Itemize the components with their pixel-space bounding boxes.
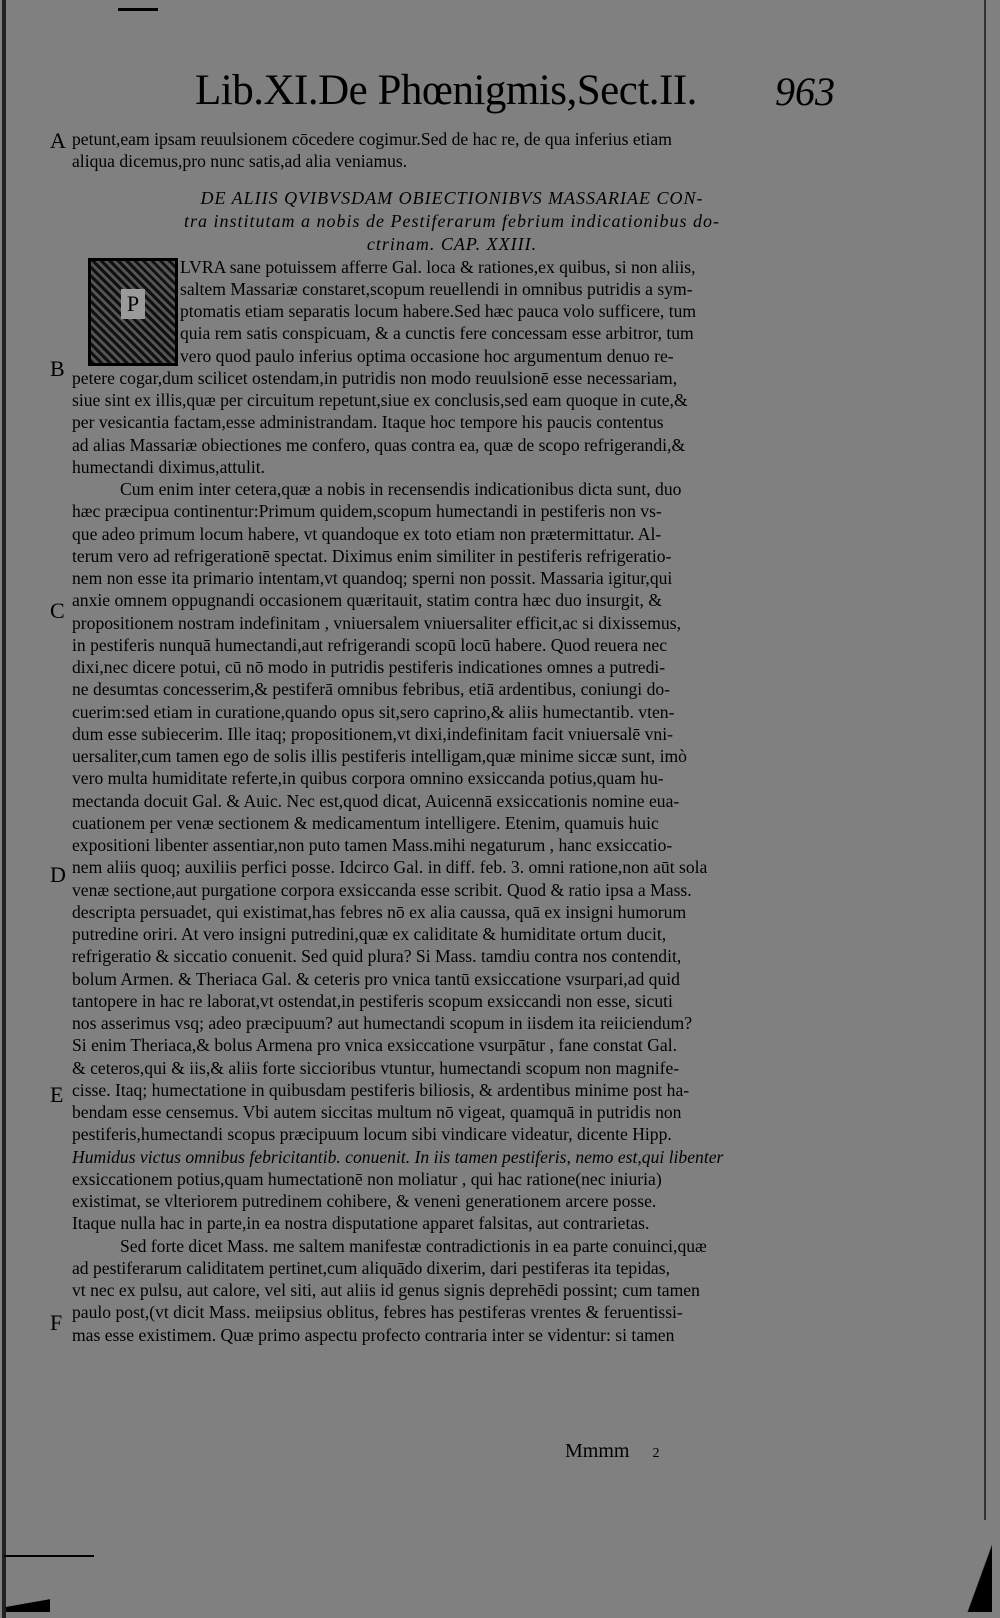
- margin-letter-c: C: [50, 598, 65, 623]
- text-line: paulo post,(vt dicit Mass. meiipsius oblitus, febres has pestiferas vrentes & feruentissi-: [72, 1302, 683, 1323]
- page-edge-left: [2, 0, 6, 1618]
- margin-letter-e: E: [50, 1082, 64, 1107]
- text-line: venæ sectione,aut purgatione corpora exsiccanda esse scribit. Quod & ratio ipsa a Mass.: [72, 879, 692, 900]
- text-line: Sed forte dicet Mass. me saltem manifestæ contradictionis in ea parte conuinci,quæ: [120, 1235, 707, 1256]
- text-line: existimat, se vlteriorem putredinem cohibere, & veneni generationem arcere posse.: [72, 1191, 657, 1211]
- chapter-title-line: DE ALIIS QVIBVSDAM OBIECTIONIBVS MASSARIAE CON-: [200, 187, 704, 208]
- signature-mark: 2: [652, 1446, 660, 1461]
- initial-letter: P: [121, 289, 145, 319]
- text-line: hæc præcipua continentur:Primum quidem,scopum humectandi in pestiferis non vs-: [72, 501, 662, 522]
- text-line: propositionem nostram indefinitam , vniuersalem vniuersaliter efficit,ac si dixissemus,: [72, 612, 681, 633]
- text-line: Humidus victus omnibus febricitantib. conuenit. In iis tamen pestiferis, nemo est,qui libenter: [72, 1146, 724, 1167]
- text-line: nem aliis quoq; auxiliis perfici posse. Idcirco Gal. in diff. feb. 3. omni ratione,non aūt sola: [72, 857, 708, 878]
- text-line: pestiferis,humectandi scopus præcipuum locum sibi vindicare videatur, dicente Hipp.: [72, 1124, 672, 1145]
- text-line: bendam esse censemus. Vbi autem siccitas multum nō vigeat, quamquā in putridis non: [72, 1102, 682, 1122]
- page-corner-shadow: [6, 1598, 50, 1612]
- text-line: mectanda docuit Gal. & Auic. Nec est,quod dicat, Auicennā exsiccationis nomine eua-: [72, 790, 680, 811]
- text-line: Si enim Theriaca,& bolus Armena pro vnica exsiccatione vsurpātur , fane constat Gal.: [72, 1035, 677, 1056]
- text-line: ad pestiferarum caliditatem pertinet,cum aliquādo dixerim, dari pestiferas ita tepidas,: [72, 1257, 670, 1278]
- text-line: humectandi diximus,attulit.: [72, 456, 266, 477]
- margin-letter-f: F: [50, 1310, 63, 1335]
- text-line: Cum enim inter cetera,quæ a nobis in recensendis indicationibus dicta sunt, duo: [120, 479, 682, 499]
- text-line: exsiccationem potius,quam humectationē non moliatur , qui hac ratione(nec iniuria): [72, 1168, 662, 1189]
- text-line: dixi,nec dicere potui, cū nō modo in putridis pestiferis indicationes omnes a putredi-: [72, 657, 666, 677]
- text-line: uersaliter,cum tamen ego de solis illis pestiferis intelligam,quæ minime siccæ sunt, imò: [72, 746, 687, 766]
- margin-letter-a: A: [50, 128, 66, 153]
- text-line: saltem Massariæ constaret,scopum reuellendi in omnibus putridis a sym-: [180, 278, 693, 299]
- text-line: LVRA sane potuissem afferre Gal. loca & rationes,ex quibus, si non aliis,: [180, 256, 696, 277]
- ink-mark: [118, 8, 158, 11]
- text-line: per vesicantia factam,esse administrandam. Itaque hoc tempore his paucis contentus: [72, 412, 664, 433]
- catchword: Mmmm: [565, 1440, 630, 1462]
- text-line: & ceteros,qui & iis,& aliis forte siccioribus vtuntur, humectandi scopum non magnife-: [72, 1057, 680, 1078]
- text-line: descripta persuadet, qui existimat,has febres nō ex alia caussa, quā ex insigni humorum: [72, 901, 687, 922]
- text-line: expositioni libenter assentiar,non puto tamen Mass.mihi negaturum , hanc exsiccatio-: [72, 835, 673, 855]
- text-line: ad alias Massariæ obiectiones me confero, quas contra ea, quæ de scopo refrigerandi,&: [72, 434, 686, 455]
- paragraph-2: [72, 478, 832, 1235]
- text-line: tantopere in hac re laborat,vt ostendat,in pestiferis scopum exsiccandi non esse, sicuti: [72, 990, 673, 1011]
- margin-letter-b: B: [50, 356, 65, 381]
- text-line: petunt,eam ipsam reuulsionem cōcedere cogimur.Sed de hac re, de qua inferius etiam: [72, 129, 672, 149]
- paragraph-1: [72, 367, 832, 478]
- text-line: dum esse subiecerim. Ille itaq; propositionem,vt dixi,indefinitam facit vniuersalē vni-: [72, 723, 673, 744]
- chapter-title-line: ctrinam. CAP. XXIII.: [366, 233, 538, 254]
- text-line: ptomatis etiam separatis locum habere.Sed hæc pauca volo sufficere, tum: [180, 301, 697, 321]
- text-line: quia rem satis conspicuam, & a cunctis fere concessam esse arbitror, tum: [180, 323, 694, 344]
- text-line: nos asserimus vsq; adeo præcipuum? aut humectandi scopum in iisdem ita reiiciendum?: [72, 1013, 693, 1033]
- text-line: vt nec ex pulsu, aut calore, vel siti, aut aliis id genus signis deprehēdi possint; cum tamen: [72, 1280, 700, 1300]
- text-line: anxie omnem oppugnandi occasionem quæritauit, statim contra hæc duo insurgit, &: [72, 590, 662, 611]
- page-header: [195, 66, 835, 126]
- bottom-rule: [4, 1555, 94, 1557]
- page-corner-shadow: [962, 1542, 992, 1612]
- text-line: mas esse existimem. Quæ primo aspectu profecto contraria inter se videntur: si tamen: [72, 1324, 675, 1345]
- text-line: aliqua dicemus,pro nunc satis,ad alia veniamus.: [72, 151, 408, 172]
- catchword-line: [565, 1440, 659, 1463]
- chapter-title: [72, 187, 832, 256]
- text-line: in pestiferis nunquā humectandi,aut refrigerandi scopū locū habere. Quod reuera nec: [72, 634, 668, 655]
- text-line: cuerim:sed etiam in curatione,quando opus sit,sero caprino,& aliis humectantib. vten-: [72, 701, 675, 722]
- chapter-title-line: tra institutam a nobis de Pestiferarum febrium indicationibus do-: [184, 210, 720, 231]
- decorated-initial: [88, 258, 178, 366]
- text-line: vero quod paulo inferius optima occasione hoc argumentum denuo re-: [180, 345, 674, 366]
- text-line: que adeo primum locum habere, vt quandoque ex toto etiam non prætermittatur. Al-: [72, 523, 662, 544]
- text-line: bolum Armen. & Theriaca Gal. & ceteris pro vnica tantū exsiccatione vsurpari,ad quid: [72, 968, 680, 989]
- text-line: Itaque nulla hac in parte,in ea nostra disputatione apparet falsitas, aut contrarietas.: [72, 1213, 650, 1234]
- initial-paragraph: [72, 256, 832, 367]
- text-line: cuationem per venæ sectionem & medicamentum intelligere. Etenim, quamuis huic: [72, 812, 659, 833]
- text-line: refrigeratio & siccatio conuenit. Sed quid plura? Si Mass. tamdiu contra nos contendit,: [72, 946, 682, 967]
- page-number: 963: [775, 69, 835, 114]
- text-body: [72, 128, 832, 1346]
- initial-block: [72, 256, 832, 367]
- text-line: terum vero ad refrigerationē spectat. Diximus enim similiter in pestiferis refrigeratio-: [72, 545, 672, 566]
- text-line: putredine oriri. At vero insigni putredini,quæ ex caliditate & humiditate ortum ducit,: [72, 924, 667, 944]
- running-head: Lib.XI.De Phœnigmis,Sect.II.: [195, 67, 697, 114]
- paragraph-3: [72, 1235, 832, 1346]
- text-line: cisse. Itaq; humectatione in quibusdam pestiferis biliosis, & ardentibus minime post ha-: [72, 1079, 690, 1100]
- text-line: vero multa humiditate referte,in quibus corpora omnino exsiccanda potius,quam hu-: [72, 768, 664, 789]
- margin-letter-d: D: [50, 862, 66, 887]
- page-edge-right: [984, 0, 986, 1520]
- text-line: nem non esse ita primario intentam,vt quandoq; sperni non possit. Massaria igitur,qui: [72, 568, 673, 588]
- text-line: siue sint ex illis,quæ per circuitum repetunt,siue ex conclusis,sed eam quoque in cute,&: [72, 390, 688, 410]
- text-line: ne desumtas concesserim,& pestiferā omnibus febribus, etiā ardentibus, coniungi do-: [72, 679, 671, 700]
- text-line: petere cogar,dum scilicet ostendam,in putridis non modo reuulsionē esse necessariam,: [72, 367, 678, 388]
